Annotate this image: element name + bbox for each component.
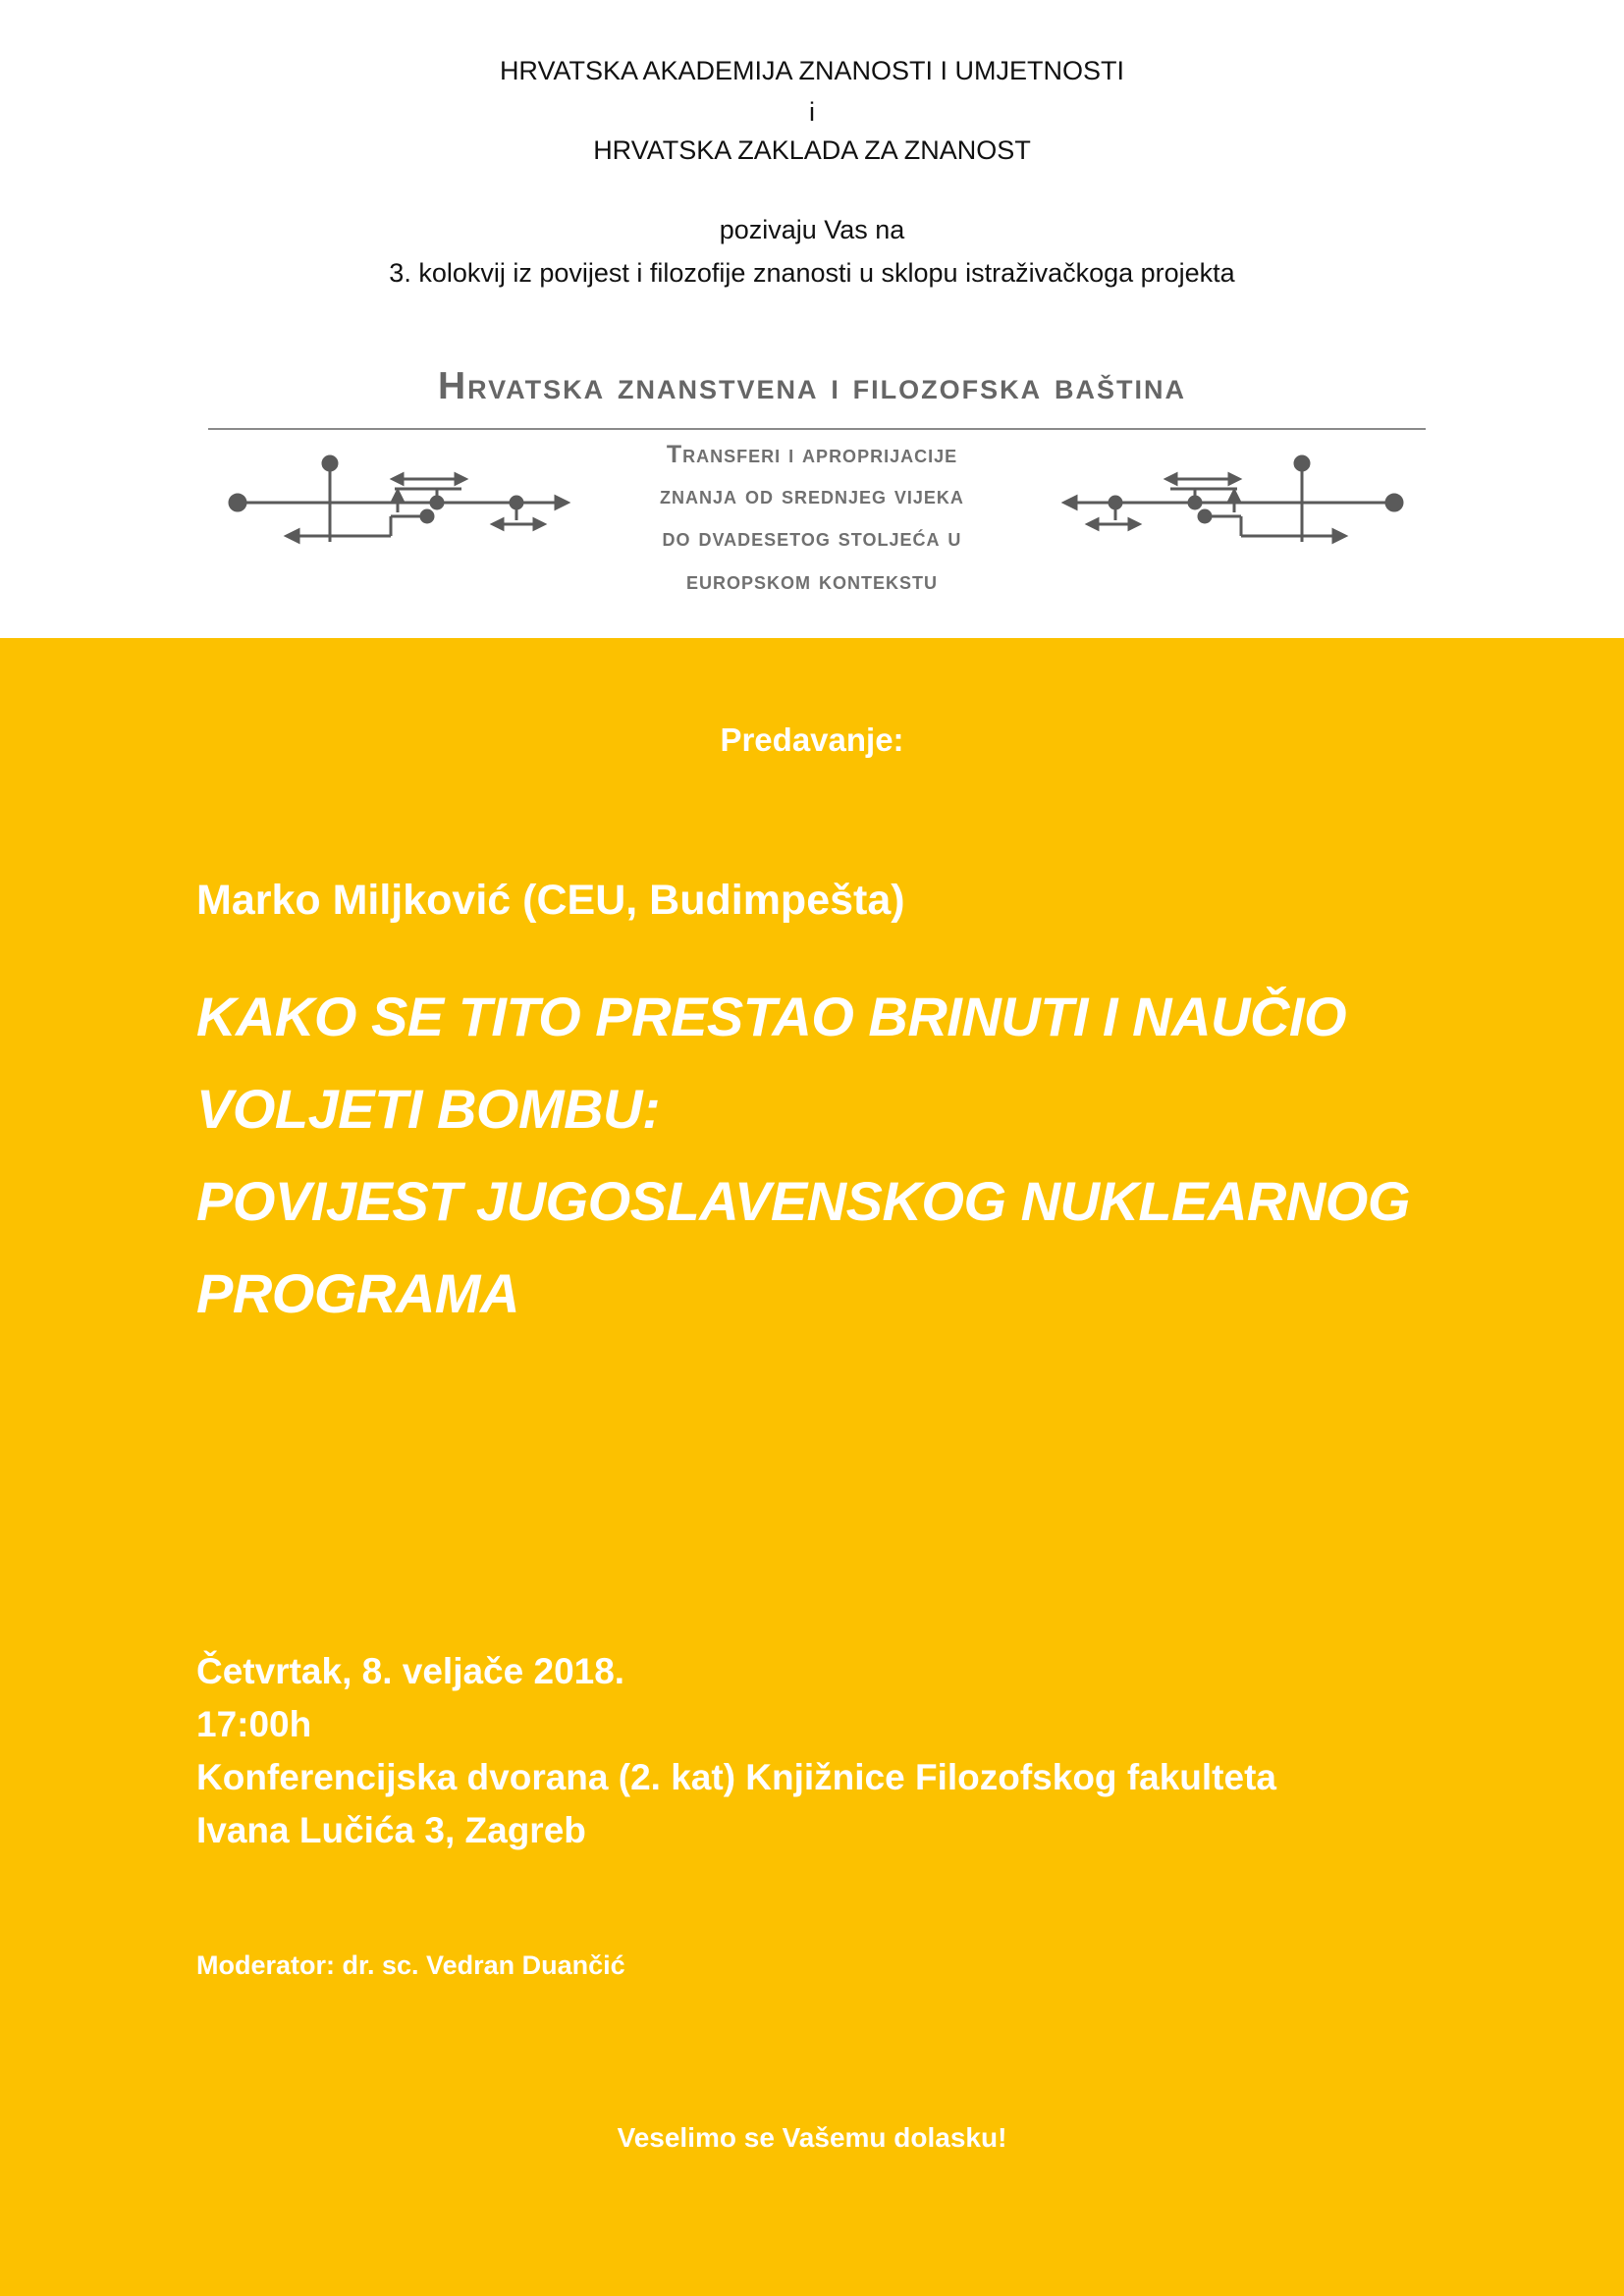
logo-subtitle-line-1: Transferi i apropriјacije xyxy=(666,441,958,468)
lecture-label: Predavanje: xyxy=(720,721,904,758)
lecture-title-line-3: POVIJEST JUGOSLAVENSKOG NUKLEARNOG xyxy=(196,1170,1410,1232)
lecture-title-line-2: VOLJETI BOMBU: xyxy=(196,1078,661,1140)
closing-line: Veselimo se Vašemu dolasku! xyxy=(617,2122,1007,2153)
logo-subtitle-line-4: europskom kontekstu xyxy=(686,567,938,595)
organizer-1: HRVATSKA AKADEMIJA ZNANOSTI I UMJETNOSTI xyxy=(499,56,1125,85)
organizer-2: HRVATSKA ZAKLADA ZA ZNANOST xyxy=(593,135,1031,165)
logo-divider xyxy=(208,428,1426,430)
event-date: Četvrtak, 8. veljače 2018. xyxy=(196,1651,625,1691)
logo-subtitle-line-2: znanja od srednjeg vijeka xyxy=(660,482,964,509)
conjunction: i xyxy=(809,97,815,127)
colloquium-text: 3. kolokvij iz povijest i filozofije znanosti u sklopu istraživačkoga projekta xyxy=(389,258,1235,288)
project-logo-title: Hrvatska znanstvena i filozofska baština xyxy=(438,365,1186,407)
speaker-name: Marko Miljković (CEU, Budimpešta) xyxy=(196,877,905,924)
network-diagram-left-icon xyxy=(226,452,579,569)
network-diagram-right-icon xyxy=(1053,452,1406,569)
moderator: Moderator: dr. sc. Vedran Duančić xyxy=(196,1950,625,1980)
event-time: 17:00h xyxy=(196,1704,312,1744)
event-venue: Konferencijska dvorana (2. kat) Knjižnice Filozofskog fakulteta xyxy=(196,1757,1276,1797)
event-address: Ivana Lučića 3, Zagreb xyxy=(196,1810,586,1850)
invite-text: pozivaju Vas na xyxy=(719,215,905,244)
header-section xyxy=(0,0,1624,638)
lecture-title-line-4: PROGRAMA xyxy=(196,1262,519,1324)
logo-subtitle-line-3: do dvadesetog stoljeća u xyxy=(662,524,962,552)
lecture-title-line-1: KAKO SE TITO PRESTAO BRINUTI I NAUČIO xyxy=(196,986,1347,1047)
